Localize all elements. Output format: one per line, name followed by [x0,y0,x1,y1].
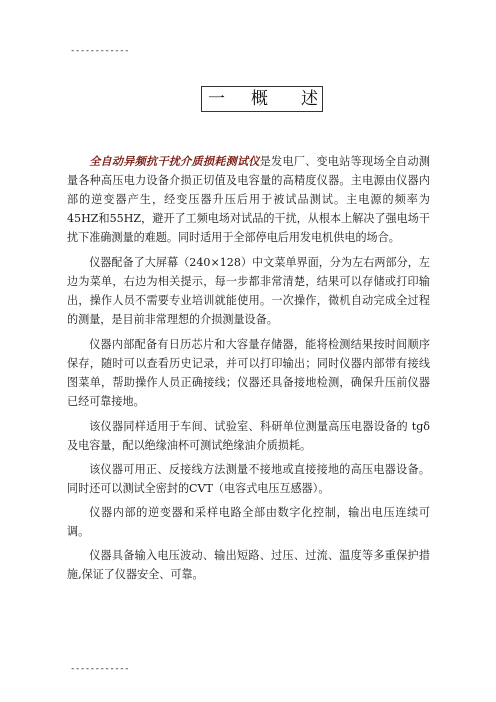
paragraph-intro-text: 是发电厂、变电站等现场全自动测量各种高压电力设备介损正切值及电容量的高精度仪器。主电源由仪器内部的逆变器产生，经变压器升压后用于被试品测试。主电源的频率为45HZ和55HZ，避开了工频电场对试品的干扰，从根本上解决了强电场干扰下准确测量的难题。同时适用于全部停电后用发电机供电的场合。 [67,155,430,244]
section-title [201,86,323,112]
paragraph-display: 仪器配备了大屏幕（240×128）中文菜单界面，分为左右两部分，左边为菜单，右边为相关提示，每一步都非常清楚，结果可以存储或打印输出，操作人员不需要专业培训就能使用。一次操作，微机自动完成全过程的测量，是目前非常理想的介损测量设备。 [67,256,430,326]
paragraph-storage: 仪器内部配备有日历芯片和大容量存储器，能将检测结果按时间顺序保存，随时可以查看历史记录，并可以打印输出；同时仪器内部带有接线图菜单，帮助操作人员正确接线；仪器还具备接地检测，确保升压前仪器已经可靠接地。 [67,338,430,408]
header-rule: ------------ [70,46,130,56]
paragraph-protection: 仪器具备输入电压波动、输出短路、过压、过流、温度等多重保护措施,保证了仪器安全、可靠。 [67,549,430,581]
document-body [67,152,430,590]
section-title-char-1: 一 [208,89,225,109]
paragraph-intro [67,152,430,247]
section-title-char-3: 述 [301,89,318,109]
footer-rule: ------------ [70,664,130,674]
product-name: 全自动异频抗干扰介质损耗测试仪 [89,155,260,168]
paragraph-applications: 该仪器同样适用于车间、试验室、科研单位测量高压电器设备的 tgδ 及电容量，配以绝缘油杯可测试绝缘油介质损耗。 [67,420,430,452]
section-title-char-2: 概 [251,89,268,109]
paragraph-wiring: 该仪器可用正、反接线方法测量不接地或直接接地的高压电器设备。同时还可以测试全密封的CVT（电容式电压互感器）。 [67,463,430,495]
paragraph-inverter: 仪器内部的逆变器和采样电路全部由数字化控制，输出电压连续可调。 [67,506,430,538]
